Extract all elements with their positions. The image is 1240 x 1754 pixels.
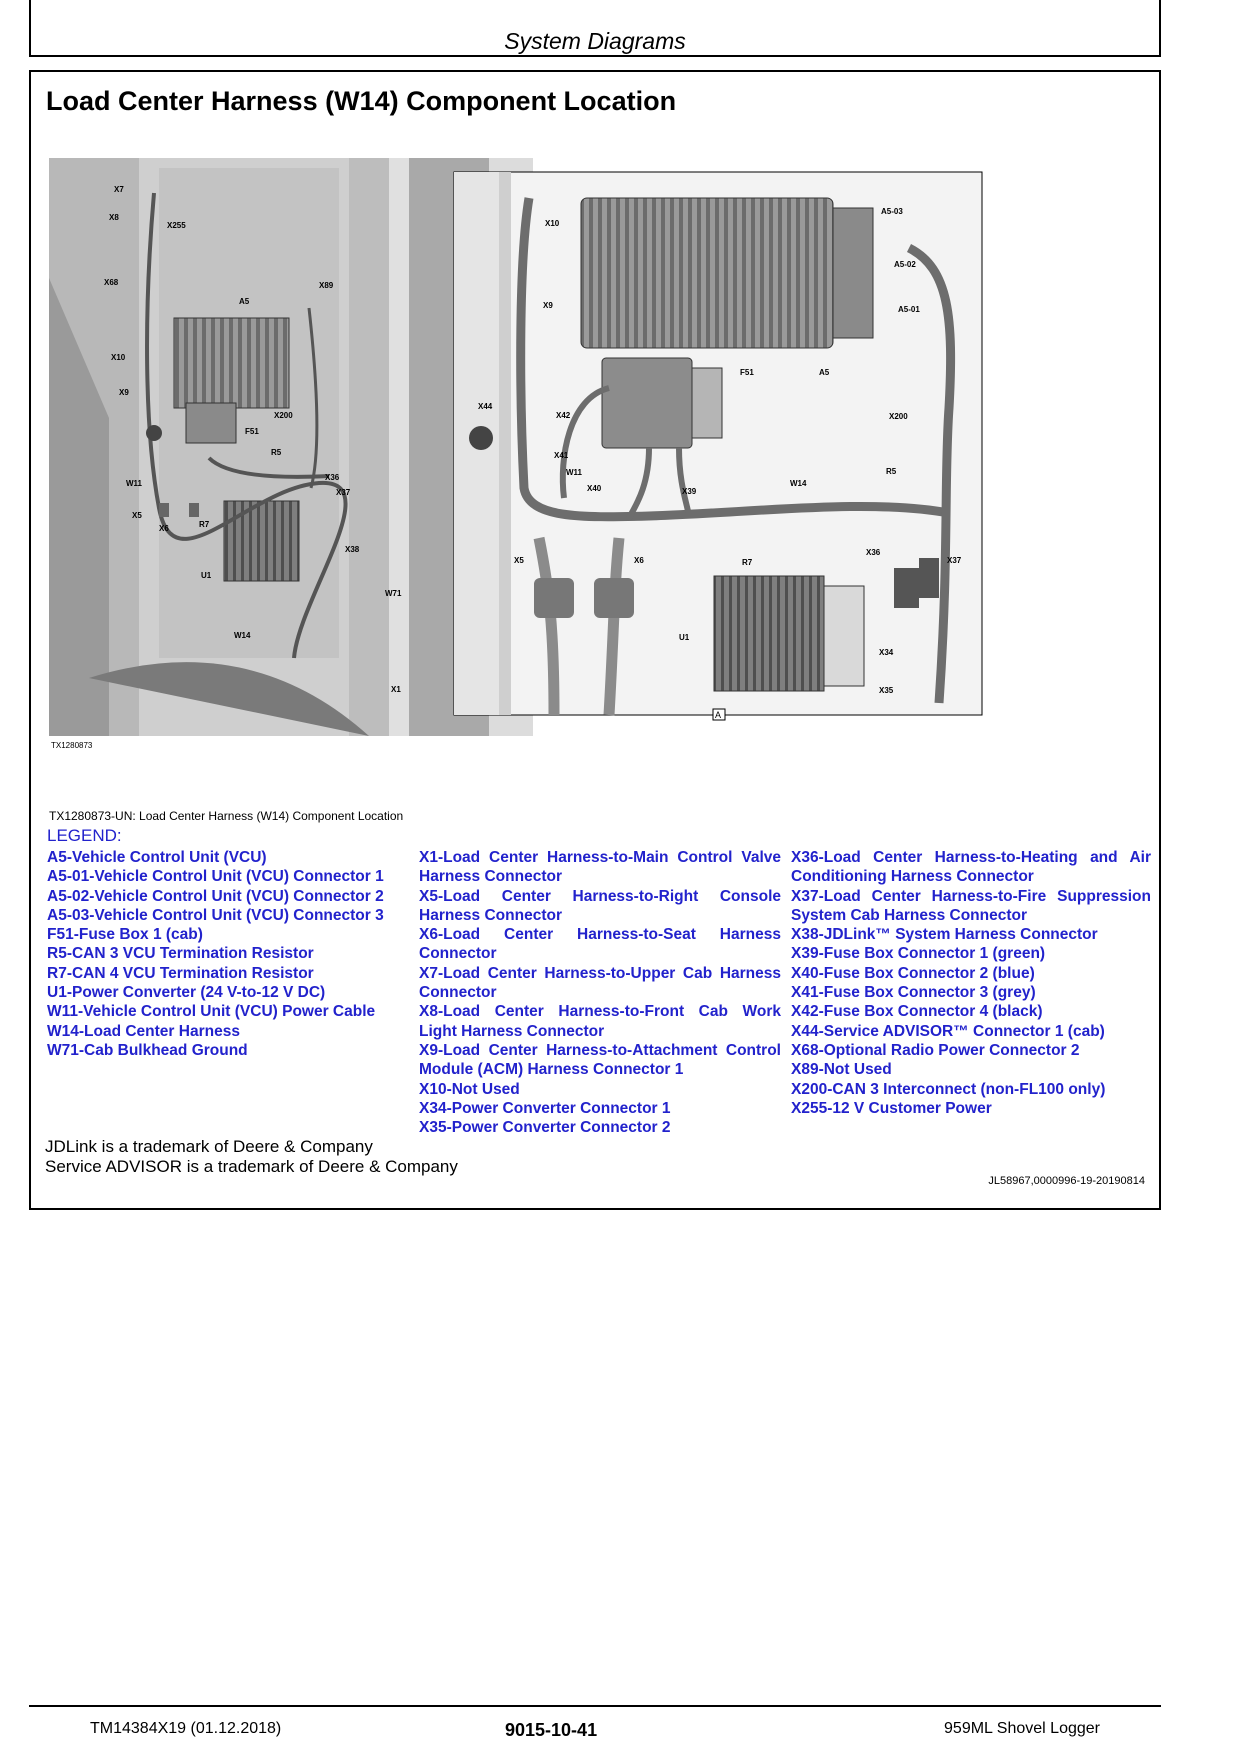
footer-page-number: 9015-10-41 xyxy=(505,1720,598,1740)
legend-item: X36-Load Center Harness-to-Heating and Air Conditioning Harness Connector xyxy=(791,849,1151,886)
legend-item: X5-Load Center Harness-to-Right Console Harness Connector xyxy=(419,887,781,924)
callout: R7 xyxy=(742,558,753,567)
legend-item: X200-CAN 3 Interconnect (non-FL100 only) xyxy=(791,1080,1106,1098)
legend-item: X68-Optional Radio Power Connector 2 xyxy=(791,1041,1080,1059)
callout: R5 xyxy=(886,467,897,476)
legend-item: X40-Fuse Box Connector 2 (blue) xyxy=(791,964,1035,982)
callout: X10 xyxy=(545,219,560,228)
callout: X9 xyxy=(119,388,129,397)
legend-item: W14-Load Center Harness xyxy=(47,1022,240,1040)
callout: X39 xyxy=(682,487,697,496)
callout: X6 xyxy=(159,524,169,533)
callout: A5 xyxy=(819,368,830,377)
legend-item: X41-Fuse Box Connector 3 (grey) xyxy=(791,984,1036,1002)
content-box xyxy=(29,70,1161,1210)
callout: X37 xyxy=(947,556,962,565)
callout: U1 xyxy=(679,633,690,642)
callout: X10 xyxy=(111,353,126,362)
callout: F51 xyxy=(740,368,754,377)
callout: X34 xyxy=(879,648,894,657)
footer-divider xyxy=(29,1705,1161,1707)
callout: X41 xyxy=(554,451,569,460)
legend-item: X37-Load Center Harness-to-Fire Suppression System Cab Harness Connector xyxy=(791,887,1151,924)
legend-item: X8-Load Center Harness-to-Front Cab Work Light Harness Connector xyxy=(419,1003,781,1040)
callout: X35 xyxy=(879,686,894,695)
callout: X7 xyxy=(114,185,124,194)
callout: X6 xyxy=(634,556,644,565)
legend-item: W11-Vehicle Control Unit (VCU) Power Cable xyxy=(47,1003,376,1021)
legend-item: A5-Vehicle Control Unit (VCU) xyxy=(47,849,267,866)
callout: X9 xyxy=(543,301,553,310)
legend-column-2 xyxy=(419,848,781,1137)
callout: A5-02 xyxy=(894,260,916,269)
view-marker: A xyxy=(715,710,722,720)
callout: X36 xyxy=(325,473,340,482)
callout: W14 xyxy=(234,631,251,640)
legend-item: A5-03-Vehicle Control Unit (VCU) Connector 3 xyxy=(47,906,384,924)
legend-item: A5-01-Vehicle Control Unit (VCU) Connector 1 xyxy=(47,868,384,886)
legend-item: X7-Load Center Harness-to-Upper Cab Harness Connector xyxy=(419,964,781,1002)
callout: X5 xyxy=(514,556,524,565)
legend-item: X1-Load Center Harness-to-Main Control Valve Harness Connector xyxy=(419,849,781,886)
section-title: Load Center Harness (W14) Component Location xyxy=(46,86,677,116)
legend-item: F51-Fuse Box 1 (cab) xyxy=(47,926,203,944)
callout: X89 xyxy=(319,281,334,290)
detail-photo xyxy=(454,172,982,715)
callout: X1 xyxy=(391,685,401,694)
callout: X68 xyxy=(104,278,119,287)
figure-id: TX1280873 xyxy=(51,741,93,750)
document-code: JL58967,0000996-19-20190814 xyxy=(988,1175,1145,1187)
callout: A5-03 xyxy=(881,207,903,216)
legend-item: X38-JDLink™ System Harness Connector xyxy=(791,926,1098,944)
callout: R7 xyxy=(199,520,210,529)
callout: X255 xyxy=(167,221,186,230)
legend-item: X10-Not Used xyxy=(419,1080,520,1098)
callout: X40 xyxy=(587,484,602,493)
page-header xyxy=(29,0,1161,57)
callout: W71 xyxy=(385,589,402,598)
callout: X38 xyxy=(345,545,360,554)
legend-item: A5-02-Vehicle Control Unit (VCU) Connector 2 xyxy=(47,887,384,905)
callout: W14 xyxy=(790,479,807,488)
legend-item: X6-Load Center Harness-to-Seat Harness Connector xyxy=(419,926,781,963)
header-title: System Diagrams xyxy=(504,28,686,54)
legend-column-1 xyxy=(47,848,407,1060)
legend-item: X39-Fuse Box Connector 1 (green) xyxy=(791,945,1046,963)
legend-item: X44-Service ADVISOR™ Connector 1 (cab) xyxy=(791,1022,1105,1040)
legend-item: R5-CAN 3 VCU Termination Resistor xyxy=(47,945,314,963)
callout: A5 xyxy=(239,297,250,306)
legend-item: X35-Power Converter Connector 2 xyxy=(419,1119,671,1137)
callout: A5-01 xyxy=(898,305,920,314)
trademark-note: JDLink is a trademark of Deere & Company xyxy=(45,1137,373,1156)
callout: U1 xyxy=(201,571,212,580)
callout: X44 xyxy=(478,402,493,411)
legend-item: U1-Power Converter (24 V-to-12 V DC) xyxy=(47,984,326,1002)
callout: W11 xyxy=(566,468,583,477)
legend-item: R7-CAN 4 VCU Termination Resistor xyxy=(47,964,314,982)
footer-manual-id: TM14384X19 (01.12.2018) xyxy=(90,1720,282,1737)
legend-item: X42-Fuse Box Connector 4 (black) xyxy=(791,1003,1043,1021)
callout: X5 xyxy=(132,511,142,520)
legend-item: X89-Not Used xyxy=(791,1061,892,1079)
callout: X200 xyxy=(274,411,293,420)
callout: X200 xyxy=(889,412,908,421)
legend-item: X255-12 V Customer Power xyxy=(791,1099,992,1117)
callout: R5 xyxy=(271,448,282,457)
callout: X8 xyxy=(109,213,119,222)
legend-column-3 xyxy=(791,848,1151,1118)
trademark-note: Service ADVISOR is a trademark of Deere & Company xyxy=(45,1157,458,1176)
legend-heading: LEGEND: xyxy=(47,826,122,845)
legend-item: X34-Power Converter Connector 1 xyxy=(419,1099,671,1117)
callout: W11 xyxy=(126,479,143,488)
callout: F51 xyxy=(245,427,259,436)
callout: X36 xyxy=(866,548,881,557)
legend-item: W71-Cab Bulkhead Ground xyxy=(47,1041,248,1059)
callout: X37 xyxy=(336,488,351,497)
legend-item: X9-Load Center Harness-to-Attachment Control Module (ACM) Harness Connector 1 xyxy=(419,1041,781,1079)
footer-machine-model: 959ML Shovel Logger xyxy=(944,1720,1100,1737)
figure-caption: TX1280873-UN: Load Center Harness (W14) Component Location xyxy=(49,809,404,823)
callout: X42 xyxy=(556,411,571,420)
component-location-figure xyxy=(49,158,1139,881)
